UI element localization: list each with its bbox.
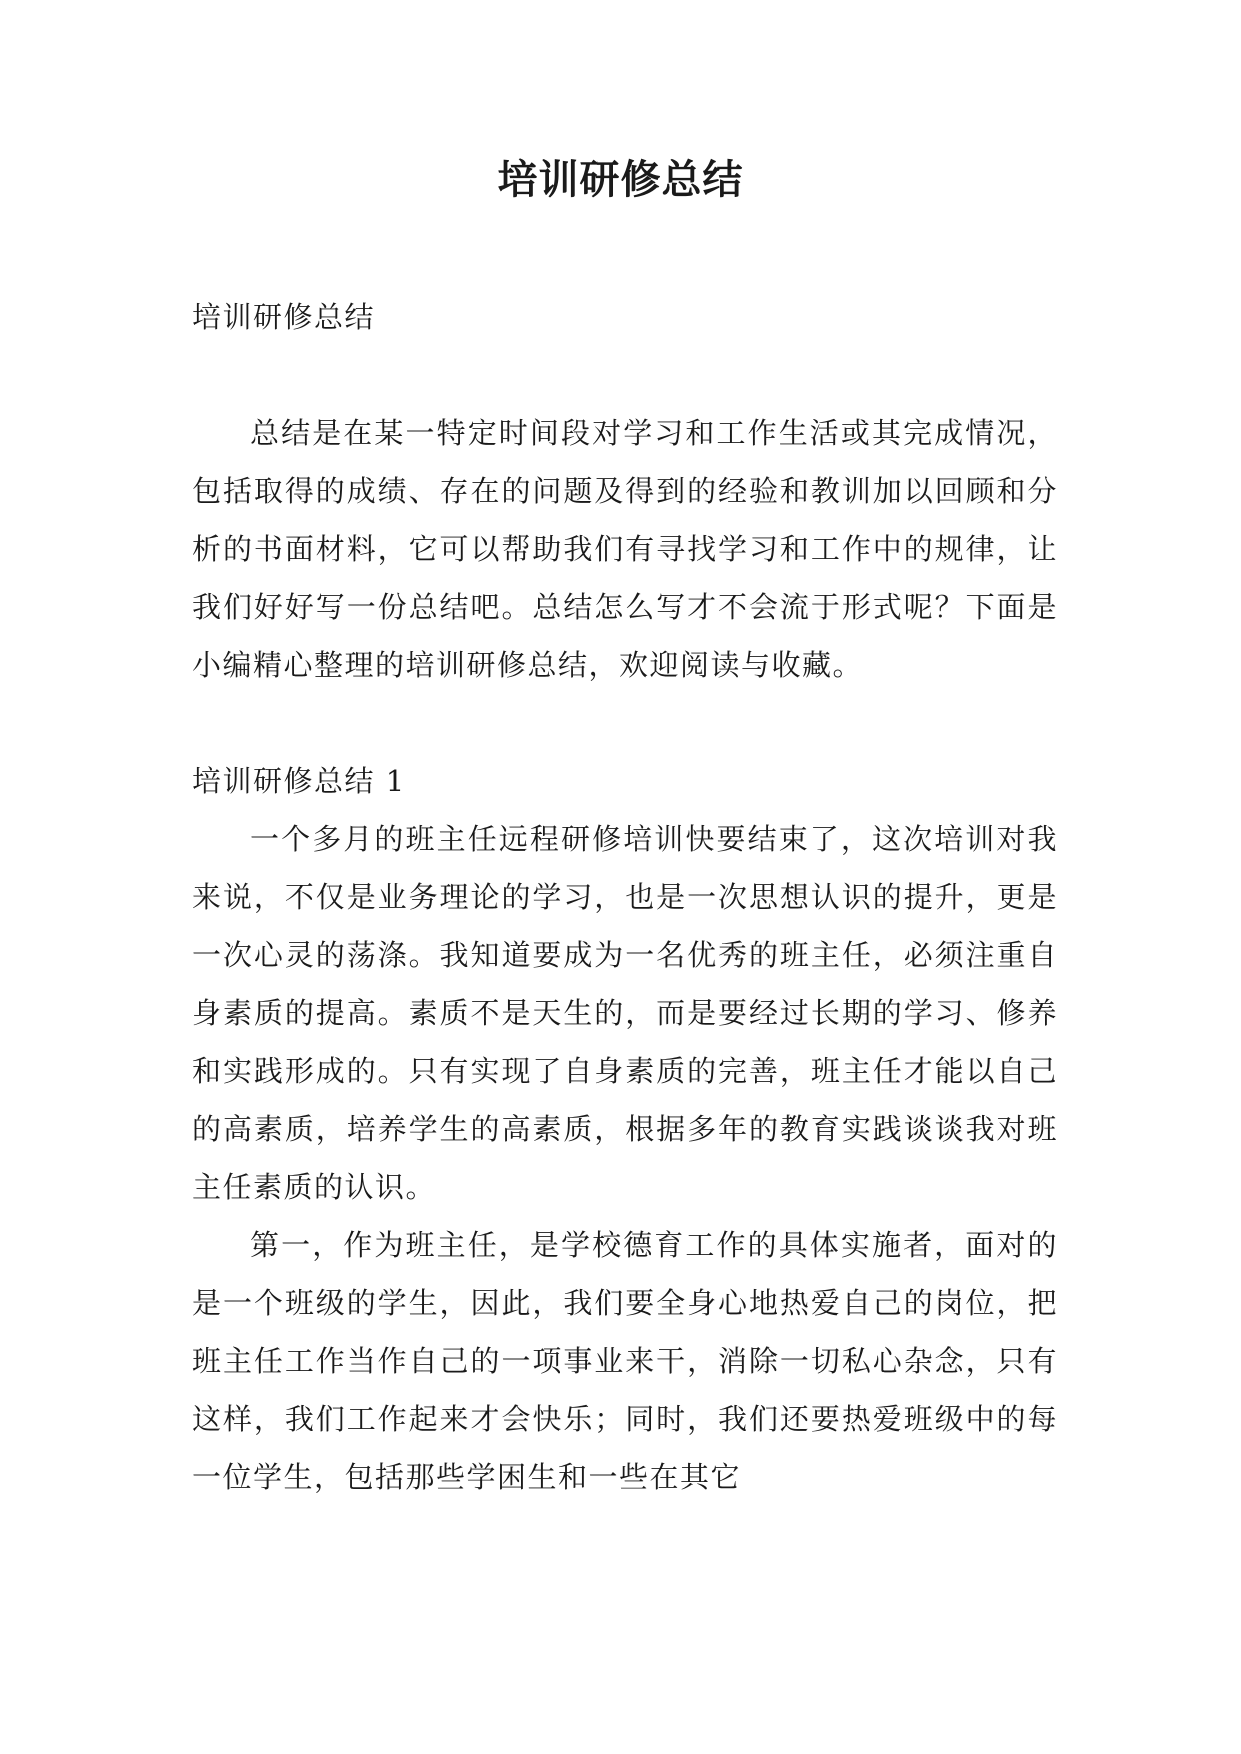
- document-body: [192, 288, 1058, 1506]
- intro-paragraph: 总结是在某一特定时间段对学习和工作生活或其完成情况，包括取得的成绩、存在的问题及得到的经验和教训加以回顾和分析的书面材料，它可以帮助我们有寻找学习和工作中的规律，让我们好好写一份总结吧。总结怎么写才不会流于形式呢？下面是小编精心整理的培训研修总结，欢迎阅读与收藏。: [192, 416, 1058, 682]
- document-title: 培训研修总结: [497, 156, 744, 203]
- body-paragraph-1: 一个多月的班主任远程研修培训快要结束了，这次培训对我来说，不仅是业务理论的学习，也是一次思想认识的提升，更是一次心灵的荡涤。我知道要成为一名优秀的班主任，必须注重自身素质的提高。素质不是天生的，而是要经过长期的学习、修养和实践形成的。只有实现了自身素质的完善，班主任才能以自己的高素质，培养学生的高素质，根据多年的教育实践谈谈我对班主任素质的认识。: [192, 822, 1058, 1204]
- document-subtitle: 培训研修总结: [192, 300, 376, 334]
- section-heading: 培训研修总结 1: [192, 764, 406, 798]
- body-paragraph-2: 第一，作为班主任，是学校德育工作的具体实施者，面对的是一个班级的学生，因此，我们要全身心地热爱自己的岗位，把班主任工作当作自己的一项事业来干，消除一切私心杂念，只有这样，我们工作起来才会快乐；同时，我们还要热爱班级中的每一位学生，包括那些学困生和一些在其它: [192, 1228, 1058, 1494]
